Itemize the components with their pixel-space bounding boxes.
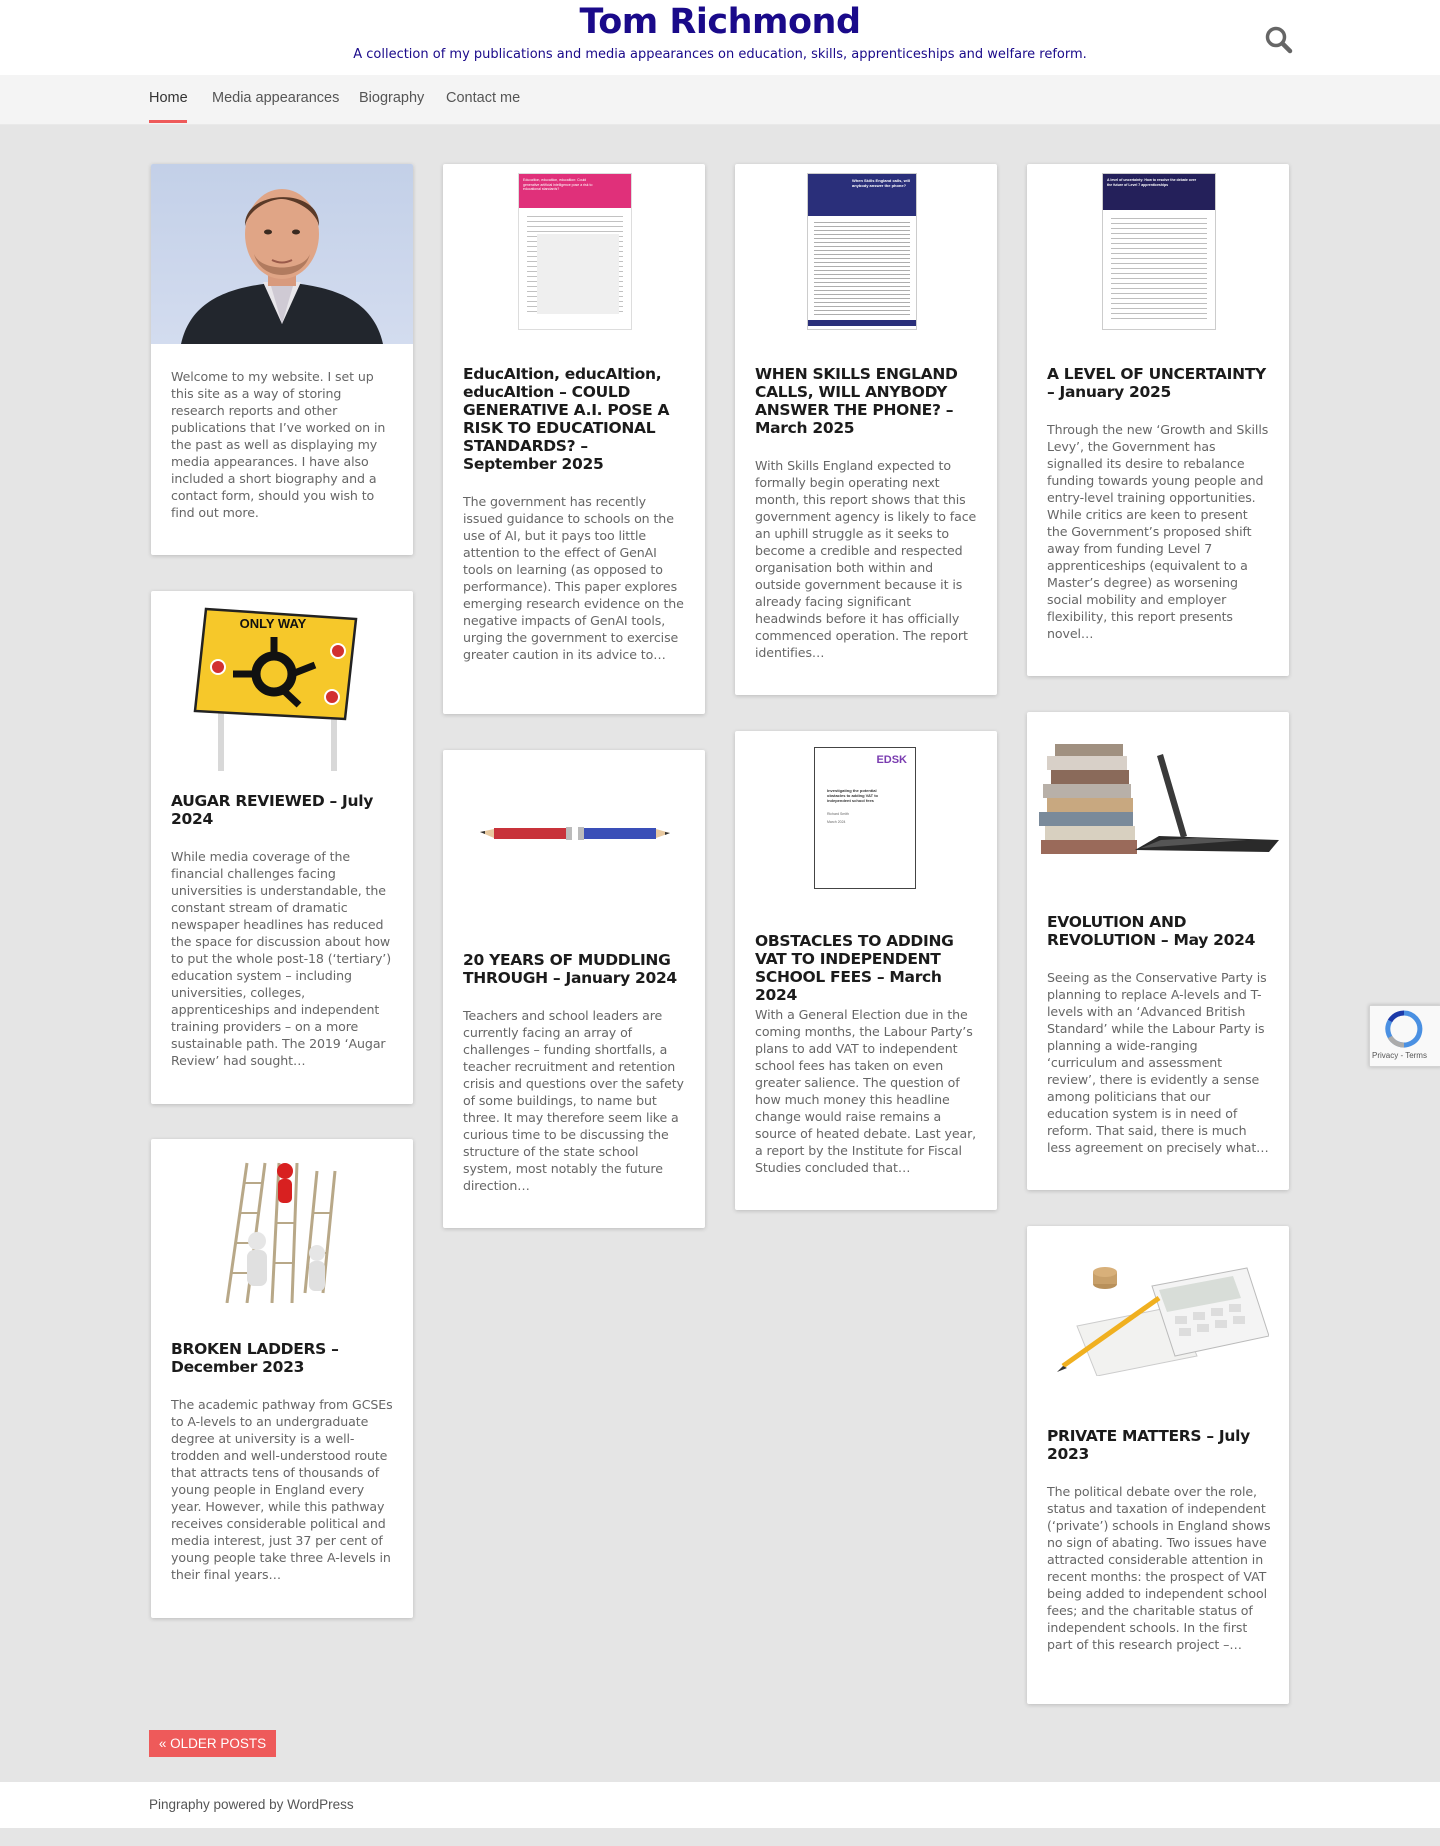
post-excerpt: The political debate over the role, status and taxation of independent (‘private’) schools in England shows no sign of abating. Two issues have attracted considerable attention in recent months: the prospect of VAT being added to independent school fees; and the charitable status of independent schools. In the first part of this research project –… bbox=[1047, 1484, 1271, 1652]
nav-active-indicator bbox=[149, 120, 187, 123]
post-card[interactable] bbox=[1027, 164, 1289, 676]
post-card[interactable] bbox=[735, 164, 997, 695]
post-excerpt: With a General Election due in the coming months, the Labour Party’s plans to add VAT to independent school fees has taken on even greater salience. The question of how much money this headline change would raise remains a source of heated debate. Last year, a report by the Institute for Fiscal Studies concluded that… bbox=[755, 1007, 977, 1175]
post-title[interactable]: OBSTACLES TO ADDING VAT TO INDEPENDENT SCHOOL FEES – March 2024 bbox=[755, 932, 954, 1004]
post-card[interactable] bbox=[1027, 1226, 1289, 1704]
site-tagline: A collection of my publications and media appearances on education, skills, apprenticeships and welfare reform. bbox=[353, 47, 1087, 62]
post-title[interactable]: AUGAR REVIEWED – July 2024 bbox=[171, 792, 374, 828]
report-cover-image[interactable]: A level of uncertainty: How to resolve the debate over the future of Level 7 apprenticeships bbox=[1102, 173, 1216, 330]
site-header bbox=[0, 0, 1440, 75]
road-sign-image[interactable] bbox=[191, 599, 373, 771]
nav-item-biography[interactable]: Biography bbox=[359, 90, 425, 106]
post-card[interactable] bbox=[735, 731, 997, 1210]
books-laptop-image[interactable] bbox=[1037, 736, 1279, 866]
recaptcha-icon bbox=[1384, 1009, 1424, 1049]
older-posts-button[interactable]: « OLDER POSTS bbox=[149, 1730, 276, 1757]
site-title[interactable]: Tom Richmond bbox=[579, 2, 861, 42]
post-title[interactable]: A LEVEL OF UNCERTAINTY – January 2025 bbox=[1047, 365, 1266, 401]
pencils-image[interactable] bbox=[480, 820, 670, 850]
post-title[interactable]: EVOLUTION AND REVOLUTION – May 2024 bbox=[1047, 913, 1256, 949]
post-excerpt: While media coverage of the financial challenges facing universities is understandable, the constant stream of dramatic newspaper headlines has reduced the space for discussion about how to put the whole post-18 (‘tertiary’) education system – including universities, colleges, apprenticeships and independent training providers – on a more sustainable path. The 2019 ‘Augar Review’ had sought… bbox=[171, 849, 392, 1068]
recaptcha-badge[interactable] bbox=[1369, 1005, 1440, 1067]
post-excerpt: The government has recently issued guidance to schools on the use of AI, but it pays too little attention to the effect of GenAI tools on learning (as opposed to performance). This paper explores emerging research evidence on the negative impacts of GenAI tools, urging the government to exercise greater caution in its advice to… bbox=[463, 494, 684, 662]
report-cover-image[interactable]: When Skills England calls, will anybody answer the phone? bbox=[807, 173, 917, 330]
nav-item-contact-me[interactable]: Contact me bbox=[446, 90, 521, 106]
intro-card bbox=[151, 164, 413, 555]
intro-text: Welcome to my website. I set up this site as a way of storing research reports and other publications that I’ve worked on in the past as well as displaying my media appearances. I have also included a short biography and a contact form, should you wish to find out more. bbox=[171, 369, 386, 520]
report-cover-image[interactable]: EDSK Investigating the potential obstacles to adding VAT to independent school fees Richard Smith March 2024 bbox=[814, 747, 916, 889]
post-card[interactable] bbox=[151, 591, 413, 1104]
nav-item-media-appearances[interactable]: Media appearances bbox=[212, 90, 340, 106]
main-navigation bbox=[0, 75, 1440, 125]
nav-item-home[interactable]: Home bbox=[149, 90, 188, 106]
post-title[interactable]: WHEN SKILLS ENGLAND CALLS, WILL ANYBODY ANSWER THE PHONE? – March 2025 bbox=[755, 365, 958, 437]
post-title[interactable]: BROKEN LADDERS – December 2023 bbox=[171, 1340, 339, 1376]
post-excerpt: The academic pathway from GCSEs to A-levels to an undergraduate degree at university is a well-trodden and well-understood route that attracts tens of thousands of young people in England every year. However, while this pathway receives considerable political and media interest, just 37 per cent of young people take three A-levels in their final years… bbox=[171, 1397, 393, 1582]
calculator-coins-image[interactable] bbox=[1047, 1266, 1269, 1376]
report-cover-image[interactable]: Educaition, educaition, educaition: Could generative artificial intelligence pose a risk to educational standards? bbox=[518, 173, 632, 330]
sign-text: ONLY WAY bbox=[239, 616, 307, 631]
post-title[interactable]: 20 YEARS OF MUDDLING THROUGH – January 2024 bbox=[463, 951, 677, 987]
post-excerpt: Through the new ‘Growth and Skills Levy’, the Government has signalled its desire to rebalance funding towards young people and entry-level training opportunities. While critics are keen to present the Government’s proposed shift away from funding Level 7 apprenticeships (equivalent to a Master’s degree) as worsening social mobility and employer flexibility, this report presents novel… bbox=[1047, 422, 1269, 641]
recaptcha-links[interactable]: Privacy - Terms bbox=[1372, 1051, 1427, 1060]
post-card[interactable] bbox=[1027, 712, 1289, 1190]
post-excerpt: Teachers and school leaders are currently facing an array of challenges – funding shortfalls, a teacher recruitment and retention crisis and questions over the safety of some buildings, to name but three. It may therefore seem like a curious time to be discussing the structure of the state school system, most notably the future direction… bbox=[463, 1008, 684, 1193]
post-title[interactable]: PRIVATE MATTERS – July 2023 bbox=[1047, 1427, 1250, 1463]
search-icon[interactable] bbox=[1264, 25, 1294, 55]
author-photo bbox=[151, 164, 413, 344]
post-title[interactable]: EducAItion, educAItion, educAItion – COULD GENERATIVE A.I. POSE A RISK TO EDUCATIONAL STANDARDS? – September 2025 bbox=[463, 365, 670, 473]
post-excerpt: With Skills England expected to formally begin operating next month, this report shows that this government agency is likely to face an uphill struggle as it seeks to become a credible and respected organisation both within and outside government because it is already facing significant headwinds before it has officially commenced operation. The report identifies… bbox=[755, 458, 977, 660]
site-footer bbox=[0, 1782, 1440, 1828]
post-card[interactable] bbox=[443, 164, 705, 714]
footer-credit[interactable]: Pingraphy powered by WordPress bbox=[149, 1797, 354, 1812]
post-card[interactable] bbox=[443, 750, 705, 1228]
ladders-image[interactable] bbox=[217, 1153, 347, 1303]
post-card[interactable] bbox=[151, 1139, 413, 1618]
post-excerpt: Seeing as the Conservative Party is planning to replace A-levels and T-levels with an ‘Advanced British Standard’ while the Labour Party is planning a wide-ranging ‘curriculum and assessment review’, there is evidently a sense among politicians that our education system is in need of reform. That said, there is much less agreement on precisely what… bbox=[1047, 970, 1269, 1155]
